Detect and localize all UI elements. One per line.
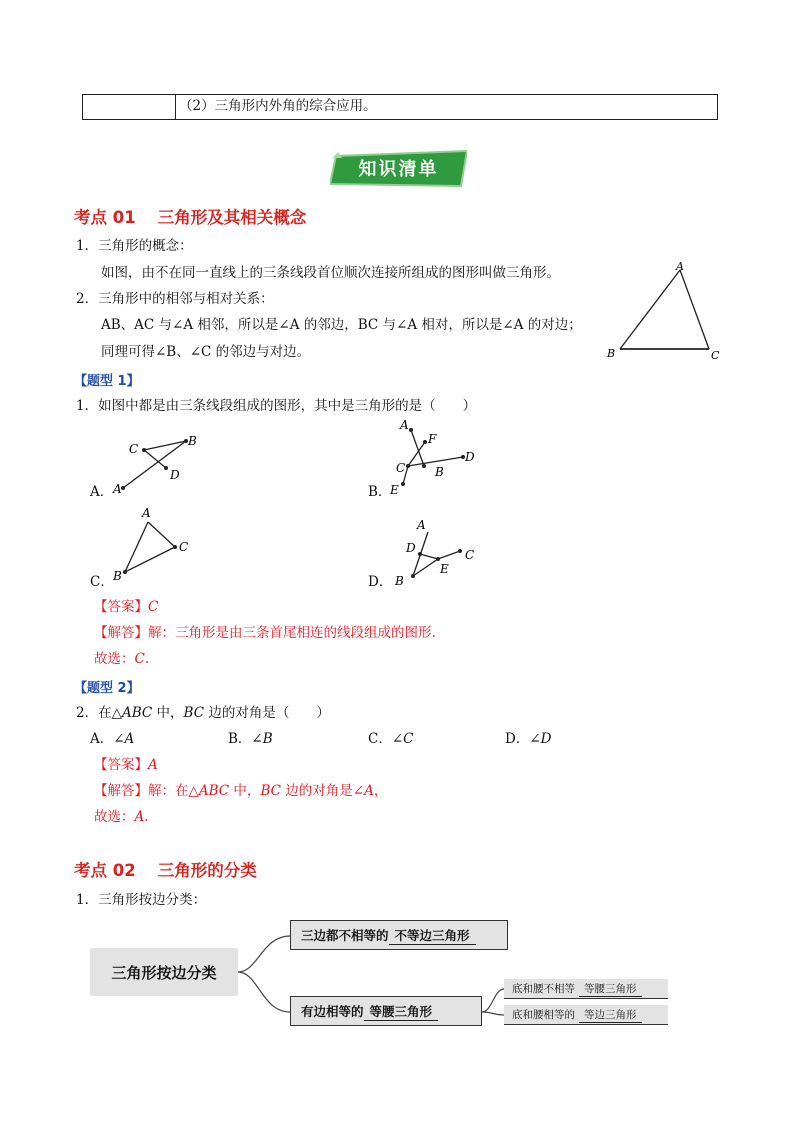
opt-b-point-d: D <box>465 450 475 464</box>
type2-q-abc: ABC <box>121 705 153 721</box>
triangle-label-c: C <box>711 349 720 362</box>
section1-item2-line2: 同理可得∠B、∠C 的邻边与对边。 <box>101 344 311 360</box>
type2-explain-bc: BC <box>260 783 281 799</box>
type2-answer-value: A <box>148 757 158 773</box>
section2-heading <box>74 857 257 881</box>
type2-explain-a: A <box>364 783 374 799</box>
classification-mindmap <box>86 915 676 1033</box>
opt-c-point-b: B <box>113 569 122 583</box>
type2-q-mid: 中， <box>152 705 184 721</box>
type2-explain-abc: ABC <box>198 783 230 799</box>
type1-tag: 【题型 1】 <box>74 374 140 389</box>
type2-explain <box>94 782 387 800</box>
triangle-label-a: A <box>676 260 684 273</box>
type2-choose-label: 故选： <box>94 809 135 825</box>
section1-heading <box>74 204 306 228</box>
type2-q-pre: 2．在△ <box>76 705 122 721</box>
opt-c-point-c: C <box>179 540 189 554</box>
opt-a-point-d: D <box>170 468 180 482</box>
type2-option-d <box>505 730 551 748</box>
section1-item2-line1: AB、AC 与∠A 相邻，所以是∠A 的邻边，BC 与∠A 相对，所以是∠A 的对边； <box>101 317 582 333</box>
opt-b-point-a: A <box>400 418 409 432</box>
section1-heading-title: 三角形及其相关概念 <box>157 208 307 227</box>
opt-d-point-b: B <box>395 574 404 588</box>
type2-option-a <box>90 730 134 748</box>
type2-q-post: 边的对角是（ ） <box>204 705 330 721</box>
type2-answer-label: 【答案】 <box>94 757 148 773</box>
triangle-label-b: B <box>607 347 616 360</box>
mindmap-root-text: 三角形按边分类 <box>111 963 217 982</box>
type1-choose <box>94 650 149 668</box>
mindmap-branch1-pre: 三边都不相等的 <box>301 928 389 943</box>
type1-option-b-label: B． <box>368 484 392 500</box>
mindmap-sub1 <box>504 979 668 999</box>
opt-d-point-a: A <box>417 518 426 532</box>
type1-choose-end: . <box>144 651 150 667</box>
type1-question: 1．如图中都是由三条线段组成的图形，其中是三角形的是（ ） <box>76 398 477 414</box>
opt-b-point-c: C <box>396 461 406 475</box>
type2-explain-mid: 中， <box>229 783 261 799</box>
type2-explain-label: 【解答】 <box>94 783 148 799</box>
type2-option-c <box>368 730 414 748</box>
type1-choose-label: 故选： <box>94 651 135 667</box>
type2-explain-end: ， <box>373 783 388 799</box>
opt-b-point-b: B <box>435 465 444 479</box>
type2-tag: 【题型 2】 <box>74 681 140 696</box>
type2-option-b <box>228 730 273 748</box>
type1-answer <box>94 598 158 616</box>
top-table-right-cell: （2）三角形内外角的综合应用。 <box>179 98 377 114</box>
mindmap-branch1 <box>290 920 508 950</box>
banner-title: 知识清单 <box>358 159 439 180</box>
type1-answer-value: C <box>148 599 159 615</box>
type1-option-d-figure <box>385 508 485 593</box>
type1-answer-label: 【答案】 <box>94 599 148 615</box>
opt-c-point-a: A <box>142 506 151 520</box>
type2-question <box>76 704 330 722</box>
section2-heading-num: 考点 02 <box>74 861 136 880</box>
type2-choose-end: . <box>144 809 149 825</box>
type1-explain-text: 解：三角形是由三条首尾相连的线段组成的图形. <box>148 625 436 641</box>
top-table <box>82 94 718 120</box>
opt-a-point-b: B <box>188 434 197 448</box>
mindmap-sub2 <box>504 1005 668 1025</box>
type2-explain-pre: 解：在△ <box>148 783 199 799</box>
section2-heading-title: 三角形的分类 <box>157 861 257 880</box>
section2-item1: 1．三角形按边分类： <box>76 892 207 908</box>
type1-choose-value: C <box>134 651 145 667</box>
mindmap-branch2-pre: 有边相等的 <box>301 1004 364 1019</box>
type1-explain <box>94 624 436 642</box>
type1-option-b-figure <box>385 412 485 502</box>
opt-a-point-c: C <box>129 442 139 456</box>
type1-explain-label: 【解答】 <box>94 625 148 641</box>
type2-choose-value: A <box>134 809 145 825</box>
mindmap-sub1-pre: 底和腰不相等 <box>512 983 575 995</box>
type2-option-c-value: ∠C <box>391 731 414 747</box>
type1-option-c-figure <box>110 502 200 587</box>
type2-explain-post: 边的对角是∠ <box>280 783 365 799</box>
section1-heading-num: 考点 01 <box>74 208 136 227</box>
triangle-figure <box>600 258 730 368</box>
opt-a-point-a: A <box>113 482 122 496</box>
type1-option-a-label: A． <box>90 484 114 500</box>
type2-answer <box>94 756 158 774</box>
opt-d-point-e: E <box>440 562 449 576</box>
section1-item1-body: 如图，由不在同一直线上的三条线段首位顺次连接所组成的图形叫做三角形。 <box>101 265 560 281</box>
knowledge-banner <box>330 146 467 188</box>
section1-item1-title: 1．三角形的概念： <box>76 238 193 254</box>
opt-d-point-d: D <box>406 541 416 555</box>
opt-b-point-e: E <box>390 483 399 497</box>
type2-option-b-label: B． <box>228 731 252 747</box>
type2-option-a-label: A． <box>90 731 114 747</box>
type1-option-a-figure <box>110 430 200 500</box>
mindmap-branch1-fill: 不等边三角形 <box>389 926 476 945</box>
type2-q-bc: BC <box>183 705 205 721</box>
type1-option-c-label: C． <box>90 574 114 590</box>
opt-d-point-c: C <box>465 548 475 562</box>
type2-option-d-label: D． <box>505 731 530 747</box>
mindmap-sub2-fill: 等边三角形 <box>579 1007 642 1023</box>
type2-choose <box>94 808 149 826</box>
mindmap-root <box>90 948 238 996</box>
type2-option-a-value: ∠A <box>113 731 135 747</box>
section1-item2-title: 2．三角形中的相邻与相对关系： <box>76 291 274 307</box>
mindmap-branch2 <box>290 996 482 1026</box>
type2-option-c-label: C． <box>368 731 392 747</box>
type2-option-d-value: ∠D <box>529 731 552 747</box>
type1-option-d-label: D． <box>368 574 393 590</box>
type2-option-b-value: ∠B <box>251 731 273 747</box>
mindmap-sub1-fill: 等腰三角形 <box>579 981 642 997</box>
top-table-left-cell <box>83 95 176 119</box>
mindmap-branch2-fill: 等腰三角形 <box>364 1002 439 1021</box>
mindmap-sub2-pre: 底和腰相等的 <box>512 1009 575 1021</box>
opt-b-point-f: F <box>428 432 437 446</box>
